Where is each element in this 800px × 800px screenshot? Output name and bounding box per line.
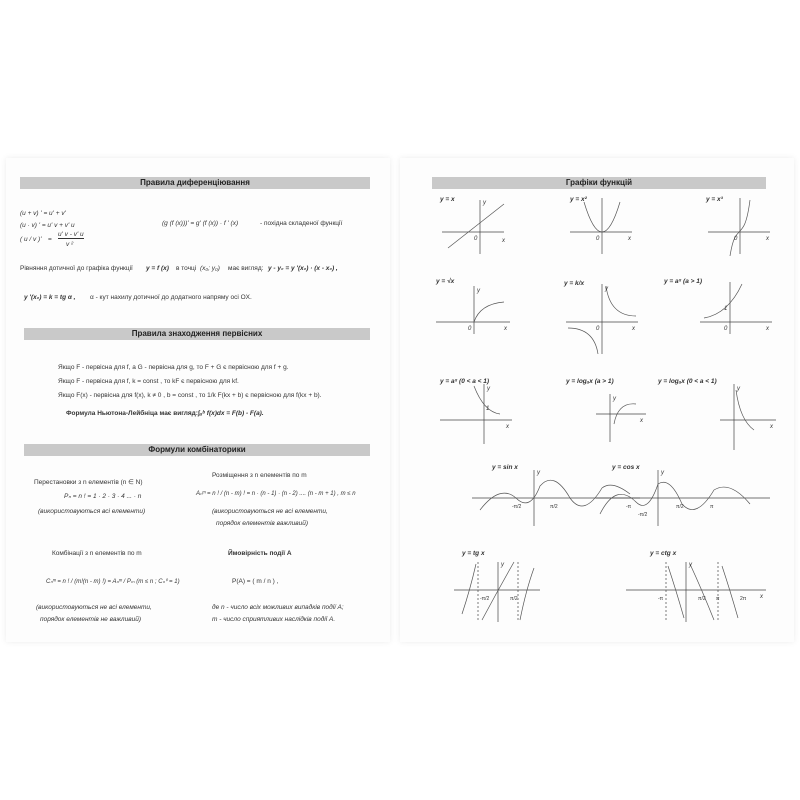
cos-y-label: y [661,470,664,476]
linear-y-label: y [483,200,486,206]
sqrt-zero: 0 [468,326,472,332]
graph-tg [454,562,540,622]
linear-x-label: x [502,238,505,244]
newton-leibniz-formula: ∫ₐᵇ f(x)dx = F(b) - F(a). [198,410,264,417]
rule-quotient-den: v ² [66,241,74,248]
graph-label-tg: y = tg x [462,550,485,557]
exp-gt1-x-label: x [766,326,769,332]
graph-label-exp-lt1: y = aˣ (0 < a < 1) [440,378,490,385]
combinatorics-header: Формули комбінаторики [24,444,370,456]
ctg-tick-pi: π [716,596,720,602]
tangent-intro: Рівняння дотичної до графіка функції [20,265,133,272]
graph-label-square: y = x² [570,196,587,203]
square-x-label: x [628,236,631,242]
cos-tick-neg-pi: -π [626,504,632,510]
chain-rule: (g (f (x)))' = g' (f (x)) · f ' (x) [162,220,239,227]
sqrt-y-label: y [477,288,480,294]
tg-y-label: y [501,562,504,568]
tangent-point: (x₀; y₀) [200,265,220,272]
graph-label-hyperbola: y = k/x [564,280,585,287]
rule-product: (u · v) ' = u' v + v' u [20,222,75,229]
graph-log-gt1 [596,394,646,442]
sin-y-label: y [537,470,540,476]
tangent-at: в точці [176,265,197,272]
slope-note: α - кут нахилу дотичної до додатного напряму осі OX. [90,294,252,301]
log-lt1-y-label: y [737,386,740,392]
graph-exp-lt1 [440,384,512,444]
graph-label-exp-gt1: y = aˣ (a > 1) [664,278,703,285]
tangent-equation: y - y₀ = y '(x₀) · (x - x₀) , [268,265,338,272]
sqrt-x-label: x [504,326,507,332]
slope-equation: y '(x₀) = k = tg α , [24,294,76,301]
sin-tick-half-pi: π/2 [550,504,558,510]
graph-square [570,198,632,254]
differentiation-header: Правила диференціювання [20,177,370,189]
cos-tick-half-pi: π/2 [676,504,684,510]
rule-quotient-num: u' v - v' u [58,231,84,238]
graph-linear [442,200,504,254]
cos-tick-neg-half-pi: -π/2 [638,512,648,518]
antiderivative-rule-1: Якщо F - первісна для f, а G - первісна для g, то F + G є первісною для f + g. [58,364,289,371]
graph-label-cube: y = x³ [706,196,723,203]
ctg-y-label: y [689,562,692,568]
graph-label-log-lt1: y = logₐx (0 < a < 1) [658,378,717,385]
combinations-note-1: (використовуються не всі елементи, [36,604,152,611]
sin-tick-neg-half-pi: -π/2 [512,504,522,510]
left-page [6,158,390,642]
ctg-tick-half-pi: π/2 [698,596,706,602]
tangent-has: має вигляд: [228,265,264,272]
tangent-func: y = f (x) [146,265,169,272]
graph-exp-gt1 [700,282,772,334]
graph-cube [708,198,770,256]
function-graphs [400,158,794,642]
arrangements-note-2: порядок елементів важливий) [216,520,309,527]
ctg-tick-neg-pi: -π [658,596,664,602]
arrangements-note-1: (використовуються не всі елементи, [212,508,328,515]
graph-sqrt [436,286,510,334]
exp-gt1-zero: 0 [724,326,728,332]
tg-tick-neg-half-pi: -π/2 [480,596,490,602]
antiderivative-rule-3: Якщо F(x) - первісна для f(x), k ≠ 0 , b = const , то 1/k F(kx + b) є первісною для f(kx + b). [58,392,322,399]
exp-lt1-one: 1 [486,406,490,412]
graph-hyperbola [566,284,638,354]
rule-quotient-eq: = [48,236,52,243]
log-lt1-x-label: x [770,424,773,430]
arrangements-formula: Aₙᵐ = n ! / (n - m) ! = n · (n - 1) · (n - 2) .... (n - m + 1) , m ≤ n [196,491,356,497]
hyperbola-y-label: y [605,286,608,292]
graph-log-lt1 [720,384,776,450]
cube-zero: 0 [734,236,738,242]
rule-quotient-lhs: ( u / v )' [20,236,42,243]
exp-lt1-y-label: y [487,386,490,392]
probability-note-1: де n - число всіх можливих випадків події А; [212,604,344,611]
permutations-formula: Pₙ = n ! = 1 · 2 · 3 · 4 ... · n [64,493,142,500]
permutations-note: (використовуються всі елементи) [38,508,146,515]
linear-zero: 0 [474,236,478,242]
antiderivatives-header: Правила знаходження первісних [24,328,370,340]
graph-label-cos: y = cos x [612,464,640,471]
permutations-title: Перестановки з n елементів (n ∈ N) [34,479,143,486]
rule-sum: (u + v) ' = u' + v' [20,210,66,217]
graph-cos [596,470,770,526]
cos-tick-pi: π [710,504,714,510]
ctg-x-label: x [760,594,763,600]
graph-label-ctg: y = ctg x [650,550,677,557]
log-gt1-y-label: y [613,396,616,402]
log-gt1-x-label: x [640,418,643,424]
graphs-header: Графіки функцій [432,177,766,189]
ctg-tick-two-pi: 2π [740,596,747,602]
exp-lt1-x-label: x [506,424,509,430]
graph-label-sin: y = sin x [492,464,518,471]
chain-rule-note: - похідна складеної функції [260,220,343,227]
graph-label-linear: y = x [440,196,455,203]
antiderivative-rule-2: Якщо F - первісна для f, k = const , то kF є первісною для kf. [58,378,239,385]
tg-tick-half-pi: π/2 [510,596,518,602]
hyperbola-x-label: x [632,326,635,332]
probability-title: Ймовірність події A [228,550,292,557]
cube-x-label: x [766,236,769,242]
combinations-title: Комбінації з n елементів по m [52,550,142,557]
arrangements-title: Розміщення з n елементів по m [212,472,307,479]
right-page [400,158,794,642]
hyperbola-zero: 0 [596,326,600,332]
graph-label-log-gt1: y = logₐx (a > 1) [566,378,614,385]
combinations-note-2: порядок елементів не важливий) [40,616,142,623]
probability-formula: P(A) = ( m / n ) , [232,578,279,585]
newton-leibniz-label: Формула Ньютона-Лейбніца має вигляд: [66,410,198,417]
exp-gt1-one: 1 [724,306,728,312]
square-zero: 0 [596,236,600,242]
graph-ctg [626,562,766,622]
probability-note-2: m - число сприятливих наслідків події А. [212,616,336,623]
graph-label-sqrt: y = √x [436,278,455,285]
combinations-formula: Cₙᵐ = n ! / (m!(n - m) !) = Aₙᵐ / Pₘ (m ≤ n ; Cₙ⁰ = 1) [46,579,180,585]
